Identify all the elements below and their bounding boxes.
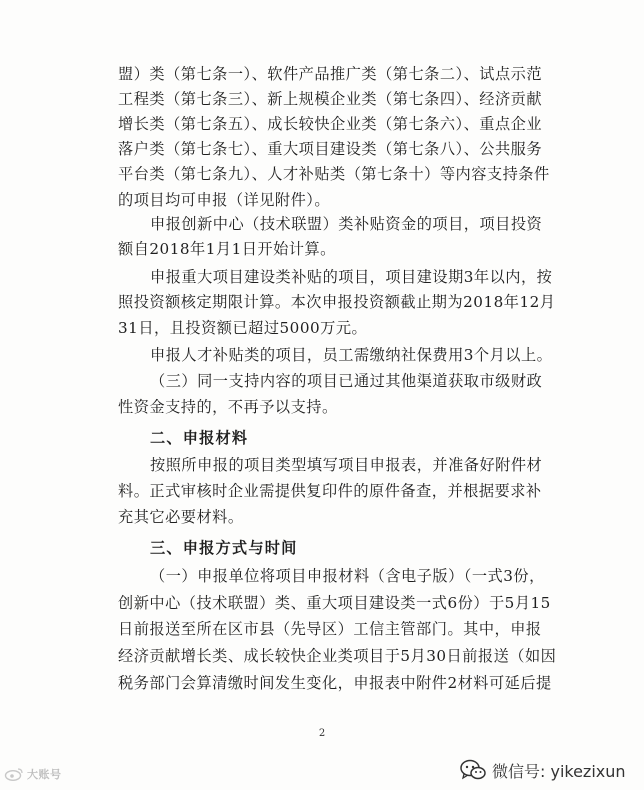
text-line: （一）申报单位将项目申报材料（含电子版）（一式3份， [150, 567, 545, 585]
text-line: 的项目均可申报（详见附件）。 [118, 191, 331, 209]
section-heading: 二、申报材料 [150, 429, 249, 447]
text-line: 申报创新中心（技术联盟）类补贴资金的项目，项目投资 [150, 215, 543, 233]
text-line: 平台类（第七条九）、人才补贴类（第七条十）等内容支持条件 [118, 165, 550, 183]
text-line: 额自2018年1月1日开始计算。 [118, 240, 336, 258]
section-heading: 三、申报方式与时间 [150, 539, 298, 557]
text-line: 照投资额核定期限计算。本次申报投资额截止期为2018年12月 [118, 293, 556, 311]
text-line: 增长类（第七条五）、成长较快企业类（第七条六）、重点企业 [118, 115, 543, 133]
text-line: 经济贡献增长类、成长较快企业类项目于5月30日前报送（如因 [118, 647, 557, 665]
text-line: 税务部门会算清缴时间发生变化，申报表中附件2材料可延后提 [118, 674, 552, 692]
wechat-icon [460, 759, 486, 781]
weibo-watermark [4, 764, 62, 784]
wechat-id-text: 微信号: yikezixun [492, 761, 626, 781]
text-line: 31日，且投资额已超过5000万元。 [118, 319, 368, 337]
text-line: （三）同一支持内容的项目已通过其他渠道获取市级财政 [150, 372, 543, 390]
text-line: 盟）类（第七条一）、软件产品推广类（第七条二）、试点示范 [118, 65, 543, 83]
text-line: 落户类（第七条七）、重大项目建设类（第七条八）、公共服务 [118, 140, 543, 158]
text-line: 申报人才补贴类的项目，员工需缴纳社保费用3个月以上。 [150, 346, 553, 364]
text-line: 日前报送至所在区市县（先导区）工信主管部门。其中，申报 [118, 620, 542, 638]
weibo-watermark-text: 大账号 [27, 768, 62, 781]
text-line: 性资金支持的，不再予以支持。 [118, 398, 338, 416]
weibo-logo-icon [4, 767, 24, 781]
text-line: 工程类（第七条三）、新上规模企业类（第七条四）、经济贡献 [118, 90, 543, 108]
text-line: 料。正式审核时企业需提供复印件的原件备查，并根据要求补 [118, 482, 542, 500]
text-line: 创新中心（技术联盟）类、重大项目建设类一式6份）于5月15 [118, 594, 551, 612]
text-line: 申报重大项目建设类补贴的项目，项目建设期3年以内，按 [150, 268, 553, 286]
text-line: 按照所申报的项目类型填写项目申报表，并准备好附件材 [150, 456, 543, 474]
page-number: 2 [318, 728, 326, 739]
text-line: 充其它必要材料。 [118, 508, 244, 526]
wechat-watermark [460, 756, 626, 784]
